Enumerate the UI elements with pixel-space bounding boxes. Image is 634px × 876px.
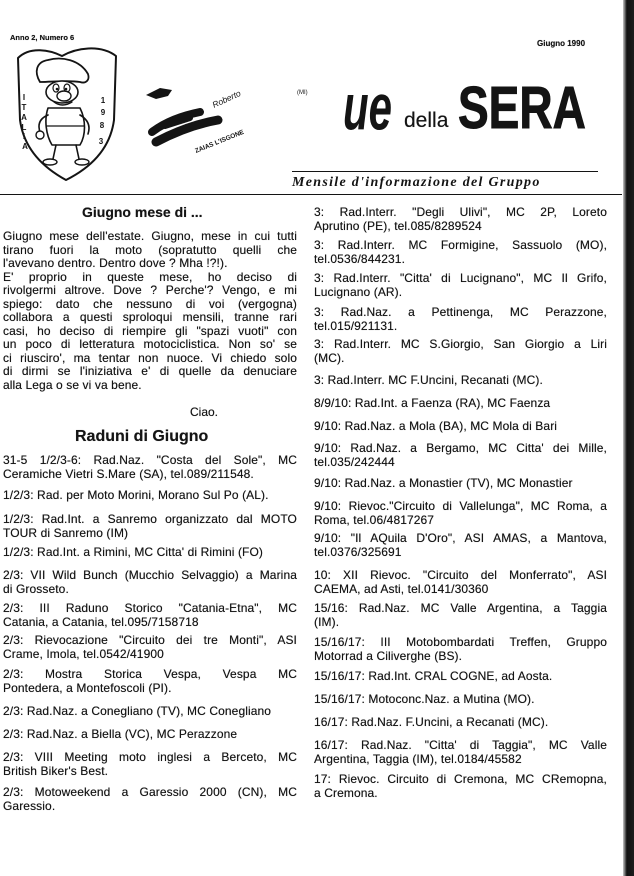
event-item <box>314 397 607 411</box>
text-line: ci riusciro', ma tentar non nuoce. Vi chiedo solo <box>3 350 297 365</box>
text-line: tel.015/921131. <box>314 318 398 333</box>
logo-letter: T <box>21 103 27 112</box>
text-line: 10: XII Rievoc. "Circuito del Monferrato", ASI <box>314 568 607 582</box>
event-item <box>314 670 607 684</box>
text-line: 1/2/3: Rad. per Moto Morini, Morano Sul Po (AL). <box>3 488 269 502</box>
text-line: di dirmi se l'iniziativa e' di quelle da denuciare <box>3 364 297 378</box>
masthead-title-name: SERA <box>458 73 586 142</box>
text-line: Crame, Imola, tel.0542/41900 <box>3 646 164 661</box>
event-item <box>3 728 297 742</box>
logo-letter: A <box>22 142 28 151</box>
text-line: 2/3: Rievocazione "Circuito dei tre Monti", ASI <box>3 633 297 647</box>
small-arrow-icon <box>146 88 172 99</box>
text-line: rivolgermi altrove. Dove ? Perche'? Vengo, e mi <box>3 283 297 297</box>
issue-number: Anno 2, Numero 6 <box>10 33 75 42</box>
text-line: Argentina, Taggia (IM), tel.0184/45582 <box>314 751 522 766</box>
text-line: Ceramiche Vietri S.Mare (SA), tel.089/211548. <box>3 466 254 481</box>
logo-letter: I <box>22 132 26 141</box>
text-line: 17: Rievoc. Circuito di Cremona, MC CRemopna, <box>314 772 607 786</box>
logo-mascot-pupil <box>65 88 68 91</box>
event-item <box>3 751 297 778</box>
logo-letter: A <box>21 113 27 122</box>
event-item <box>314 773 607 800</box>
text-line: spiego: dato che nessuno di voi (vergogna) <box>3 296 297 311</box>
event-item <box>314 477 607 491</box>
text-line: 15/16/17: Motoconc.Naz. a Mutina (MO). <box>314 692 535 706</box>
text-line: Pontedera, a Montefoscoli (PI). <box>3 680 172 695</box>
text-line: Roma, tel.06/4817267 <box>314 512 435 527</box>
text-line: l'avevano dentro. Dentro dove ? Mha !?!). <box>3 256 228 270</box>
text-line: 15/16/17: III Motobombardati Treffen, Gruppo <box>314 635 607 649</box>
event-item <box>314 739 607 766</box>
logo-digit: 9 <box>100 108 106 117</box>
text-line: 3: Rad.Naz. a Pettinenga, MC Perazzone, <box>314 305 607 319</box>
logo-mascot-foot <box>75 159 89 165</box>
event-item <box>3 634 297 661</box>
event-item <box>314 306 607 333</box>
text-line: 9/10: Rad.Naz. a Bergamo, MC Citta' dei Mille, <box>314 441 607 455</box>
logo-mascot-hand-object <box>36 131 44 139</box>
text-line: Aprutino (PE), tel.085/8289524 <box>314 218 482 233</box>
logo-digit: 8 <box>99 121 105 130</box>
event-item <box>314 442 607 469</box>
editorial-paragraph <box>3 271 297 393</box>
logo-mascot-pupil <box>56 88 59 91</box>
event-item <box>3 489 297 503</box>
logo-digit: 1 <box>100 96 106 105</box>
text-line: 16/17: Rad.Naz. F.Uncini, a Recanati (MC). <box>314 715 549 729</box>
event-item <box>314 532 607 559</box>
logo-mascot-foot <box>43 159 57 165</box>
text-line: 9/10: Rad.Naz. a Monastier (TV), MC Monastier <box>314 476 573 490</box>
event-item <box>314 716 607 730</box>
event-item <box>3 546 297 560</box>
events-heading: Raduni di Giugno <box>75 428 209 445</box>
event-item <box>314 239 607 266</box>
text-line: 1/2/3: Rad.Int. a Rimini, MC Citta' di Rimini (FO) <box>3 545 264 559</box>
text-line: Lucignano (AR). <box>314 284 403 299</box>
text-line: Garessio. <box>3 798 56 813</box>
text-line: a Cremona. <box>314 785 378 800</box>
event-item <box>314 602 607 629</box>
text-line: tel.035/242444 <box>314 454 395 469</box>
event-item <box>314 693 607 707</box>
event-item <box>3 513 297 540</box>
text-line: alla Lega o se vi va bene. <box>3 377 142 392</box>
text-line: 15/16: Rad.Naz. MC Valle Argentina, a Taggia <box>314 601 607 615</box>
logo-letter: I <box>22 93 26 102</box>
text-line: casi, ho deciso di riempire gli "spazi vuoti" con <box>3 323 297 338</box>
pen-scribble <box>152 112 218 142</box>
text-line: un poco di letteratura motociclistica. Non so' se <box>3 337 297 351</box>
event-item <box>314 206 607 233</box>
text-line: tirano fuori la moto (sopratutto quelli che <box>3 242 297 257</box>
event-item <box>314 338 607 365</box>
event-item <box>314 374 607 388</box>
event-item <box>314 420 607 434</box>
event-item <box>314 500 607 527</box>
event-item <box>3 668 297 695</box>
text-line: 2/3: VII Wild Bunch (Mucchio Selvaggio) a Marina <box>3 568 297 582</box>
event-item <box>3 786 297 813</box>
text-line: collabora a questi sproloqui mensili, tranne rari <box>3 310 297 324</box>
small-tag: (MI) <box>297 90 308 96</box>
event-item <box>314 272 607 299</box>
text-line: di Grosseto. <box>3 581 69 596</box>
text-line: British Biker's Best. <box>3 763 109 778</box>
text-line: 8/9/10: Rad.Int. a Faenza (RA), MC Faenza <box>314 396 551 410</box>
logo-digit: 3 <box>98 137 104 146</box>
text-line: 9/10: Rievoc."Circuito di Vallelunga", MC Roma, a <box>314 499 607 513</box>
text-line: Motorrad a Ciliverghe (BS). <box>314 648 463 663</box>
text-line: (MC). <box>314 350 345 365</box>
masthead-subtitle: Mensile d'informazione del Gruppo <box>292 175 541 190</box>
editorial-paragraph <box>3 230 297 271</box>
subtitle-rule <box>292 171 598 172</box>
editorial-signoff: Ciao. <box>190 405 219 419</box>
event-item <box>3 454 297 481</box>
text-line: 1/2/3: Rad.Int. a Sanremo organizzato dal MOTO <box>3 512 297 526</box>
scan-edge <box>623 0 634 876</box>
stamp-text: ZAIAS L'ISGONE <box>194 128 246 155</box>
text-line: tel.0376/325691 <box>314 544 402 559</box>
event-item <box>3 602 297 629</box>
header-rule <box>0 194 622 195</box>
text-line: 9/10: Rad.Naz. a Mola (BA), MC Mola di Bari <box>314 419 558 433</box>
text-line: 9/10: "Il AQuila D'Oro", ASI AMAS, a Mantova, <box>314 531 607 545</box>
event-item <box>3 705 297 719</box>
text-line: 2/3: VIII Meeting moto inglesi a Berceto, MC <box>3 750 297 764</box>
text-line: 2/3: Mostra Storica Vespa, Vespa MC <box>3 667 297 681</box>
event-item <box>314 636 607 663</box>
text-line: 15/16/17: Rad.Int. CRAL COGNE, ad Aosta. <box>314 669 553 683</box>
text-line: TOUR di Sanremo (IM) <box>3 525 129 540</box>
text-line: E' proprio in queste mese, ho deciso di <box>3 269 297 284</box>
logo-mascot-nose <box>57 91 71 101</box>
text-line: 3: Rad.Interr. MC F.Uncini, Recanati (MC). <box>314 373 543 387</box>
masthead-title-middle: della <box>404 109 449 132</box>
text-line: 2/3: Rad.Naz. a Biella (VC), MC Perazzone <box>3 727 238 741</box>
text-line: 31-5 1/2/3-6: Rad.Naz. "Costa del Sole", MC <box>3 453 297 467</box>
text-line: Giugno mese dell'estate. Giugno, mese in cui tutti <box>3 229 297 243</box>
issue-date: Giugno 1990 <box>537 39 586 48</box>
text-line: 3: Rad.Interr. "Citta' di Lucignano", MC Il Grifo, <box>314 271 607 285</box>
text-line: 3: Rad.Interr. MC Formigine, Sassuolo (MO), <box>314 238 607 252</box>
masthead-title-partial: ue <box>343 70 393 144</box>
text-line: 2/3: Motoweekend a Garessio 2000 (CN), MC <box>3 785 297 799</box>
text-line: CAEMA, ad Asti, tel.0141/30360 <box>314 581 489 596</box>
handwritten-name: Roberto <box>210 87 243 110</box>
text-line: 2/3: III Raduno Storico "Catania-Etna", MC <box>3 601 297 615</box>
text-line: 3: Rad.Interr. "Degli Ulivi", MC 2P, Loreto <box>314 205 607 219</box>
text-line: tel.0536/844231. <box>314 251 406 266</box>
text-line: Catania, a Catania, tel.095/7158718 <box>3 614 199 629</box>
text-line: 2/3: Rad.Naz. a Conegliano (TV), MC Conegliano <box>3 704 272 718</box>
editorial-body <box>3 230 297 392</box>
text-line: (IM). <box>314 614 340 629</box>
text-line: 3: Rad.Interr. MC S.Giorgio, San Giorgio a Liri <box>314 337 607 351</box>
event-item <box>3 569 297 596</box>
logo-letter: L <box>21 123 27 132</box>
event-item <box>314 569 607 596</box>
editorial-heading: Giugno mese di ... <box>82 204 203 220</box>
text-line: 16/17: Rad.Naz. "Citta' di Taggia", MC Valle <box>314 738 607 752</box>
